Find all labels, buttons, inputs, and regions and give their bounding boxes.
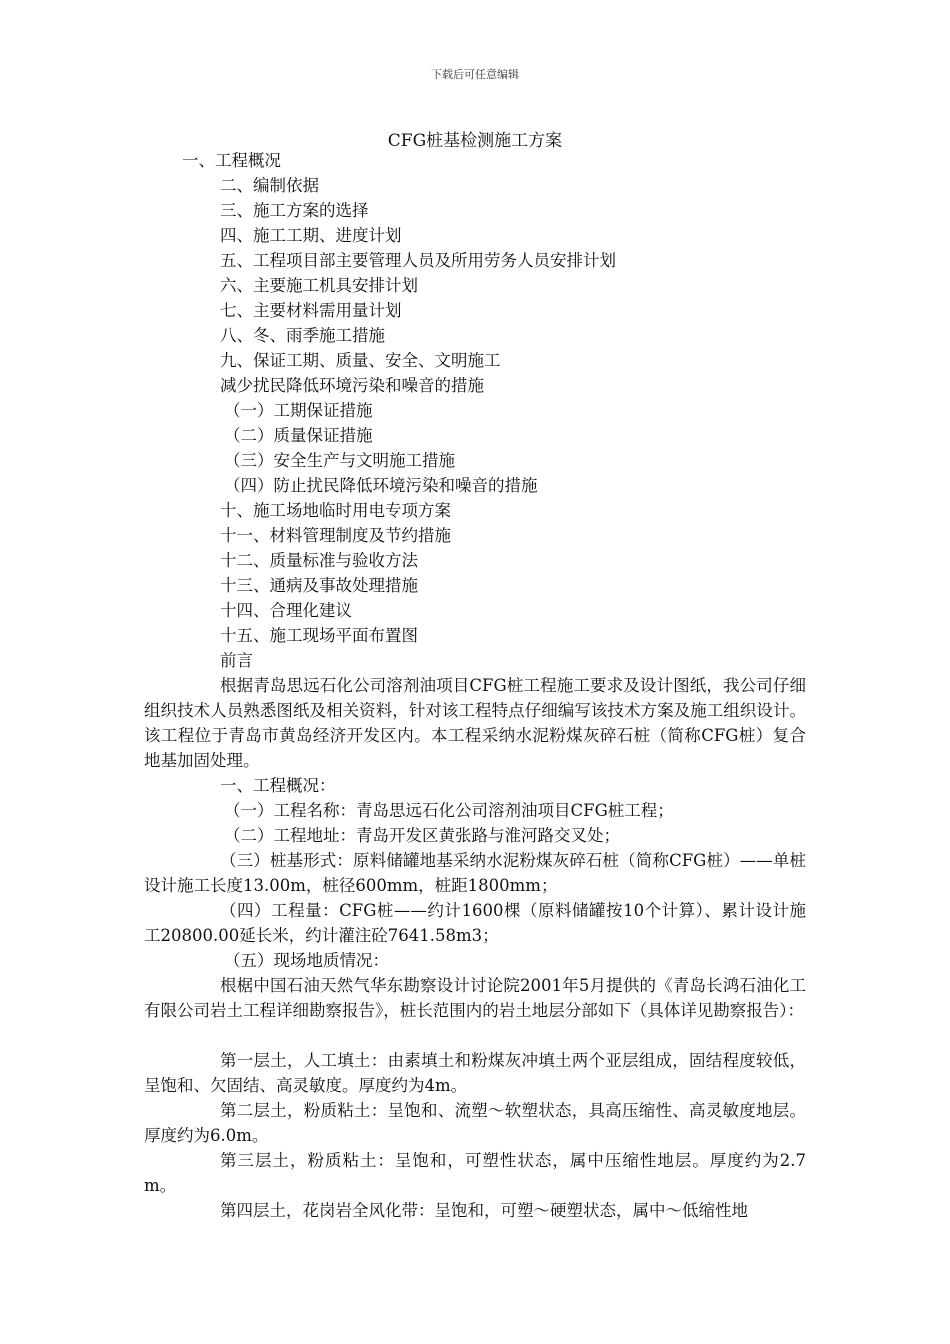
toc-item: 七、主要材料需用量计划 [220,301,402,320]
toc-item: 三、施工方案的选择 [220,201,369,220]
project-name: （一）工程名称：青岛思远石化公司溶剂油项目CFG桩工程； [224,801,674,820]
work-quantity-paragraph: （四）工程量：CFG桩——约计1600棵（原料储罐按10个计算）、累计设计施工20800.00延长米，约计灌注砼7641.58m3； [144,901,806,945]
toc-subitem: （三）安全生产与文明施工措施 [224,451,455,470]
project-address: （二）工程地址：青岛开发区黄张路与淮河路交叉处； [224,826,620,845]
toc-subitem: （二）质量保证措施 [224,426,373,445]
toc-item: 二、编制依据 [220,176,319,195]
pile-form-paragraph: （三）桩基形式：原料储罐地基采纳水泥粉煤灰碎石桩（简称CFG桩）——单桩设计施工长度13.00m，桩径600mm，桩距1800mm； [144,851,806,895]
toc-item: 十三、通病及事故处理措施 [220,576,418,595]
soil-layer-1: 第一层土，人工填土：由素填土和粉煤灰冲填土两个亚层组成，固结程度较低，呈饱和、欠固结、高灵敏度。厚度约为4m。 [144,1051,806,1095]
toc-item: 五、工程项目部主要管理人员及所用劳务人员安排计划 [220,251,616,270]
toc-subitem: （一）工期保证措施 [224,401,373,420]
toc-subitem: （四）防止扰民降低环境污染和噪音的措施 [224,476,538,495]
page-header-note: 下载后可任意编辑 [431,68,519,81]
toc-item: 六、主要施工机具安排计划 [220,276,418,295]
toc-item: 减少扰民降低环境污染和噪音的措施 [220,376,484,395]
preface-heading: 前言 [220,651,253,670]
soil-layer-2: 第二层土，粉质粘土：呈饱和、流塑～软塑状态，具高压缩性、高灵敏度地层。厚度约为6.0m。 [144,1101,806,1145]
toc-item: 十一、材料管理制度及节约措施 [220,526,451,545]
document-title: CFG桩基检测施工方案 [387,131,563,151]
preface-paragraph: 根据青岛思远石化公司溶剂油项目CFG桩工程施工要求及设计图纸，我公司仔细组织技术人员熟悉图纸及相关资料，针对该工程特点仔细编写该技术方案及施工组织设计。该工程位于青岛市黄岛经济开发区内。本工程采纳水泥粉煤灰碎石桩（简称CFG桩）复合地基加固处理。 [144,676,806,770]
toc-item: 十四、合理化建议 [220,601,352,620]
toc-item: 十二、质量标准与验收方法 [220,551,418,570]
toc-item: 四、施工工期、进度计划 [220,226,402,245]
soil-layer-4: 第四层土，花岗岩全风化带：呈饱和，可塑～硬塑状态，属中～低缩性地 [220,1201,748,1220]
geology-paragraph: 根椐中国石油天然气华东勘察设计讨论院2001年5月提供的《青岛长鸿石油化工有限公司岩土工程详细勘察报告》，桩长范围内的岩土地层分部如下（具体详见勘察报告）： [144,976,806,1020]
toc-item: 九、保证工期、质量、安全、文明施工 [220,351,501,370]
geology-heading: （五）现场地质情况： [224,951,389,970]
toc-item: 十、施工场地临时用电专项方案 [220,501,451,520]
toc-heading-1: 一、工程概况 [182,151,281,170]
section-heading: 一、工程概况： [220,776,336,795]
toc-item: 十五、施工现场平面布置图 [220,626,418,645]
soil-layer-3: 第三层土，粉质粘土：呈饱和，可塑性状态，属中压缩性地层。厚度约为2.7m。 [144,1151,806,1195]
toc-item: 八、冬、雨季施工措施 [220,326,385,345]
